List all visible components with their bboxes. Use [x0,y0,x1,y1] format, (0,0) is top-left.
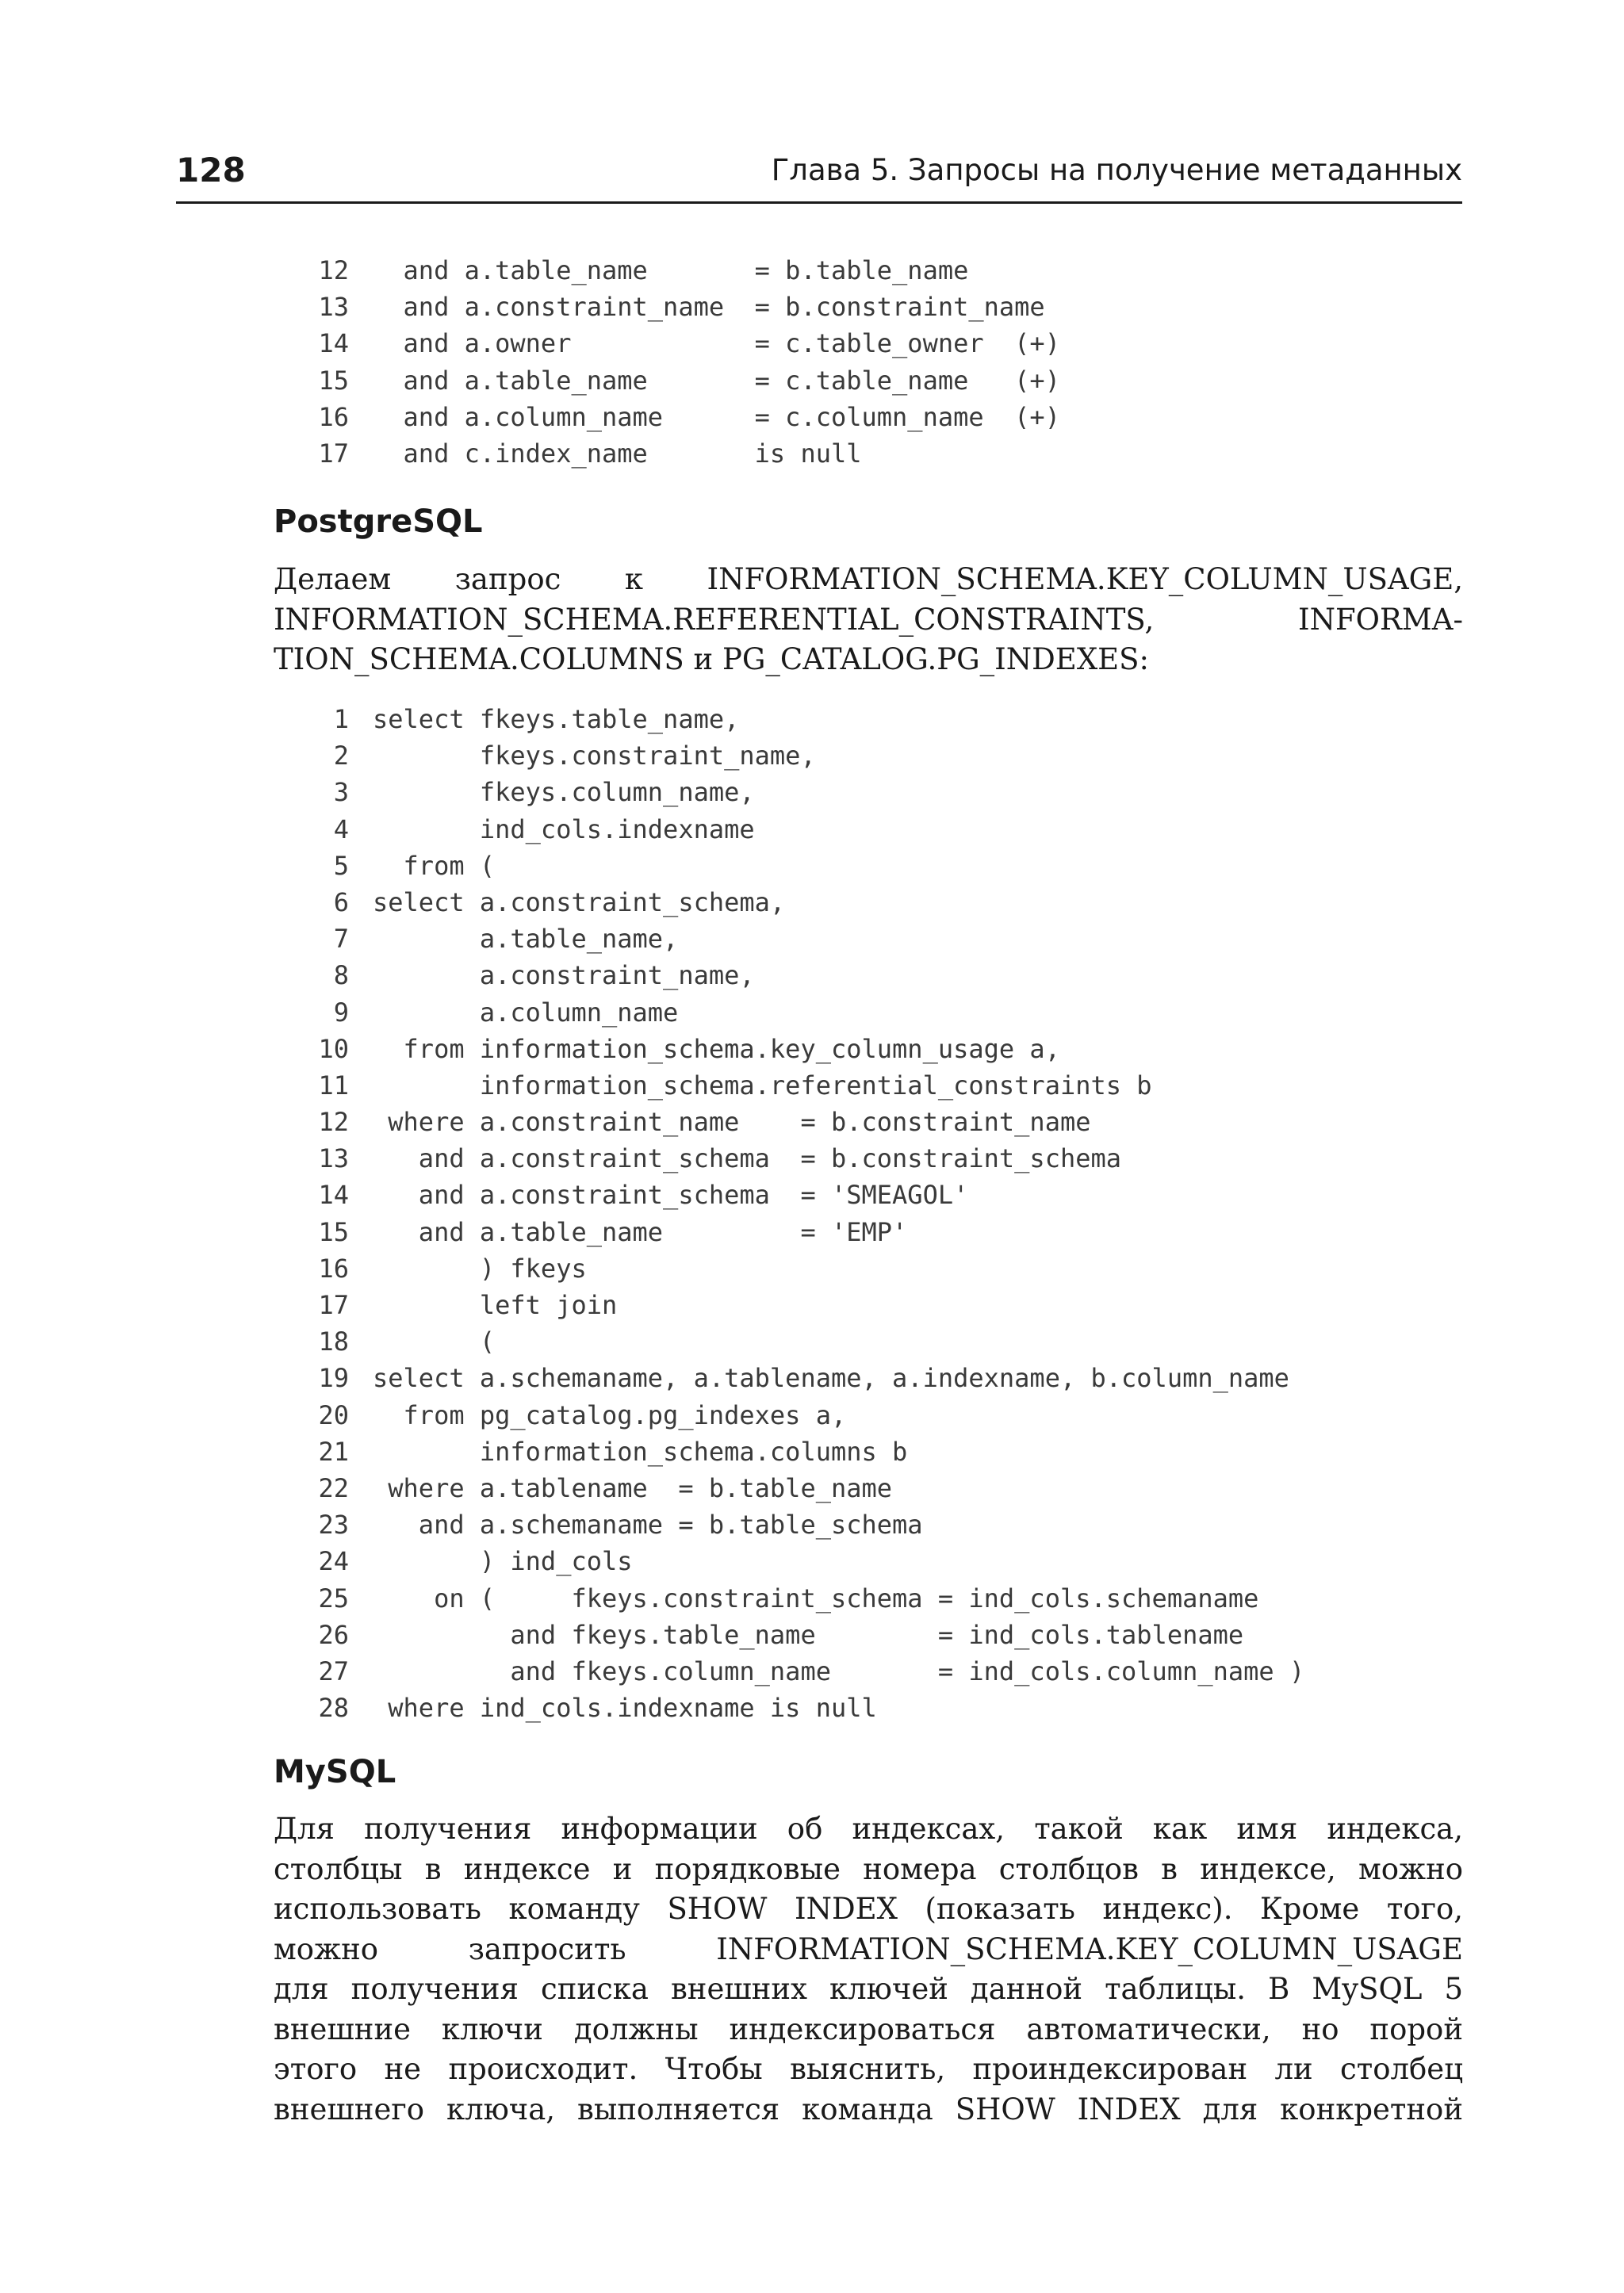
code-line [285,1250,1435,1287]
code-line [285,701,1435,737]
section-heading-mysql: MySQL [274,1754,396,1790]
code-text: a.column_name [373,997,679,1028]
code-text: on ( fkeys.constraint_schema = ind_cols.schemaname [373,1583,1259,1614]
code-line [285,1397,1435,1434]
code-line [285,399,1435,435]
line-number: 10 [318,1033,349,1064]
code-text: information_schema.referential_constraints b [373,1070,1152,1101]
code-line [285,1690,1435,1726]
paragraph-line: для получения списка внешних ключей данной таблицы. В MySQL 5 [274,1972,1463,2006]
paragraph-line: внешние ключи должны индексироваться автоматически, но порой [274,2012,1463,2046]
code-line [285,1617,1435,1653]
code-text: select a.schemaname, a.tablename, a.indexname, b.column_name [373,1363,1289,1394]
code-line [285,1177,1435,1213]
code-text: where ind_cols.indexname is null [373,1693,877,1724]
section-heading-postgresql: PostgreSQL [274,503,483,540]
code-line [285,1360,1435,1396]
code-text: and a.column_name = c.column_name (+) [373,401,1060,432]
code-line [285,737,1435,774]
paragraph-line: этого не происходит. Чтобы выяснить, проиндексирован ли столбец [274,2052,1463,2086]
code-line [285,1653,1435,1690]
chapter-title: Глава 5. Запросы на получение метаданных [771,153,1462,187]
line-number: 23 [318,1510,349,1541]
line-number: 18 [318,1326,349,1357]
code-block-postgresql [285,701,1435,1726]
code-line [285,1580,1435,1617]
line-number: 19 [318,1363,349,1394]
code-text: and a.schemaname = b.table_schema [373,1510,923,1541]
line-number: 2 [333,741,349,771]
code-text: left join [373,1290,618,1320]
code-line [285,1104,1435,1140]
code-text: select a.constraint_schema, [373,886,786,917]
code-text: from pg_catalog.pg_indexes a, [373,1399,847,1430]
code-text: and a.table_name = b.table_name [373,255,969,285]
paragraph-line: столбцы в индексе и порядковые номера столбцов в индексе, можно [274,1851,1463,1886]
paragraph-line: внешнего ключа, выполняется команда SHOW INDEX для конкретной [274,2092,1463,2126]
code-text: from information_schema.key_column_usage a, [373,1033,1060,1064]
line-number: 17 [318,438,349,469]
line-number: 4 [333,813,349,844]
code-line [285,1214,1435,1250]
code-text: and a.table_name = c.table_name (+) [373,365,1060,396]
line-number: 11 [318,1070,349,1101]
code-line [285,1140,1435,1177]
code-line [285,994,1435,1031]
paragraph-line: INFORMATION_SCHEMA.REFERENTIAL_CONSTRAINTS, INFORMA- [274,602,1463,637]
paragraph-line: использовать команду SHOW INDEX (показать индекс). Кроме того, [274,1892,1463,1926]
code-text: a.table_name, [373,924,679,955]
code-line [285,957,1435,993]
line-number: 13 [318,292,349,323]
line-number: 21 [318,1436,349,1467]
code-block-oracle-continued [285,252,1435,472]
code-line [285,1434,1435,1470]
code-line [285,1323,1435,1360]
line-number: 12 [318,255,349,285]
code-text: fkeys.constraint_name, [373,741,816,771]
code-text: ) fkeys [373,1253,587,1284]
code-text: ) ind_cols [373,1546,633,1577]
code-line [285,1506,1435,1543]
line-number: 25 [318,1583,349,1614]
code-line [285,1543,1435,1579]
line-number: 20 [318,1399,349,1430]
line-number: 24 [318,1546,349,1577]
line-number: 16 [318,1253,349,1284]
line-number: 16 [318,401,349,432]
line-number: 12 [318,1107,349,1138]
paragraph-line: Для получения информации об индексах, такой как имя индекса, [274,1812,1463,1846]
code-line [285,289,1435,325]
code-text: ind_cols.indexname [373,813,755,844]
code-line [285,252,1435,289]
line-number: 9 [333,997,349,1028]
line-number: 15 [318,365,349,396]
code-text: and c.index_name is null [373,438,862,469]
code-line [285,921,1435,957]
code-text: from ( [373,850,496,881]
code-text: information_schema.columns b [373,1436,908,1467]
line-number: 17 [318,1290,349,1320]
line-number: 5 [333,850,349,881]
code-line [285,1031,1435,1067]
line-number: 13 [318,1143,349,1174]
code-text: and a.constraint_schema = 'SMEAGOL' [373,1180,969,1211]
code-line [285,811,1435,848]
paragraph-line: можно запросить INFORMATION_SCHEMA.KEY_COLUMN_USAGE [274,1931,1463,1966]
line-number: 26 [318,1619,349,1650]
page-number: 128 [176,151,246,189]
code-text: and a.table_name = 'EMP' [373,1216,908,1247]
code-line [285,848,1435,884]
code-text: and a.owner = c.table_owner (+) [373,328,1060,359]
code-line [285,774,1435,810]
code-line [285,884,1435,921]
line-number: 8 [333,960,349,991]
code-text: where a.tablename = b.table_name [373,1472,893,1503]
code-text: where a.constraint_name = b.constraint_name [373,1107,1091,1138]
line-number: 28 [318,1693,349,1724]
line-number: 14 [318,328,349,359]
code-line [285,325,1435,362]
line-number: 27 [318,1656,349,1686]
code-text: a.constraint_name, [373,960,755,991]
code-line [285,1470,1435,1506]
running-header [176,146,1462,204]
paragraph-postgresql-intro [274,560,1463,680]
code-line [285,435,1435,472]
code-text: and fkeys.column_name = ind_cols.column_name ) [373,1656,1305,1686]
code-text: fkeys.column_name, [373,777,755,808]
code-text: and a.constraint_schema = b.constraint_schema [373,1143,1122,1174]
line-number: 3 [333,777,349,808]
line-number: 15 [318,1216,349,1247]
code-text: and fkeys.table_name = ind_cols.tablename [373,1619,1244,1650]
paragraph-mysql-intro [274,1809,1463,2130]
line-number: 6 [333,886,349,917]
line-number: 1 [333,704,349,734]
code-text: ( [373,1326,496,1357]
code-line [285,362,1435,399]
line-number: 14 [318,1180,349,1211]
paragraph-line: TION_SCHEMA.COLUMNS и PG_CATALOG.PG_INDEXES: [274,642,1149,676]
code-text: select fkeys.table_name, [373,704,740,734]
line-number: 22 [318,1472,349,1503]
code-line [285,1067,1435,1104]
paragraph-line: Делаем запрос к INFORMATION_SCHEMA.KEY_COLUMN_USAGE, [274,562,1463,596]
code-line [285,1287,1435,1323]
line-number: 7 [333,924,349,955]
code-text: and a.constraint_name = b.constraint_name [373,292,1045,323]
